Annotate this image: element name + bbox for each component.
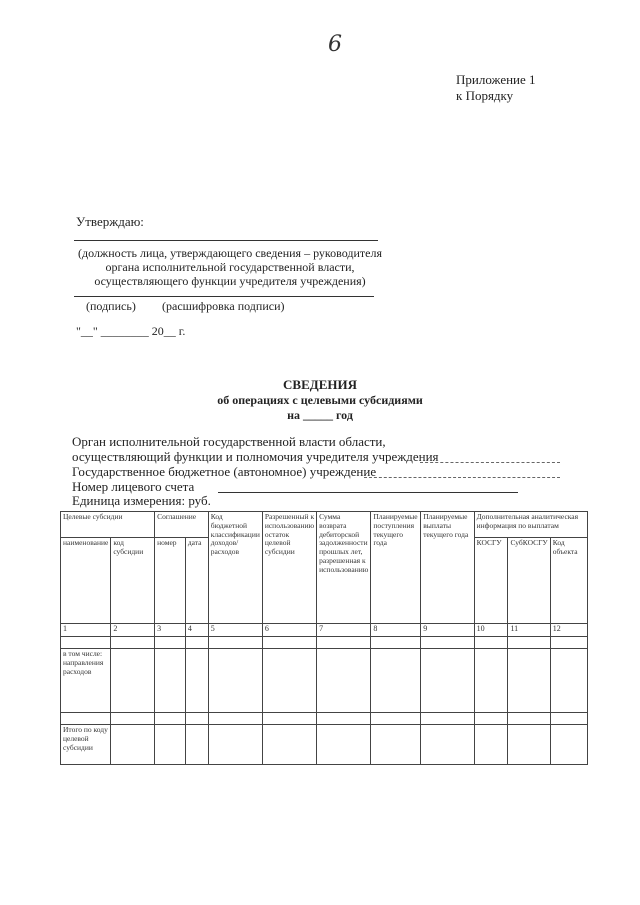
doc-subtitle: об операциях с целевыми субсидиями [217, 393, 423, 407]
signature-line [74, 296, 374, 297]
column-numbers-row: 1 2 3 4 5 6 7 8 9 10 11 12 [61, 624, 588, 637]
date-line: "__" ________ 20__ г. [76, 324, 186, 338]
signature-label: (подпись) [86, 299, 136, 313]
position-caption: (должность лица, утверждающего сведения – руководителя органа исполнительной государственной власти, осуществляющего функции учредителя учреждения) [78, 246, 382, 288]
table-row-total [61, 725, 588, 765]
table-row [61, 637, 588, 649]
th-return-sum: Сумма возврата дебиторской задолженности прошлых лет, разрешенная к использованию [317, 512, 371, 624]
page-number: 6 [328, 32, 342, 57]
th-object: Код объекта [550, 538, 587, 624]
th-subsidy-code: код субсидии [111, 538, 155, 624]
th-planned-income: Планируемые поступления текущего года [371, 512, 421, 624]
field-organ: Орган исполнительной государственной власти области, [72, 434, 386, 449]
th-number: номер [155, 538, 186, 624]
th-target-subsidies: Целевые субсидии [61, 512, 155, 538]
th-permitted: Разрешенный к использованию остаток целевой субсидии [262, 512, 316, 624]
field-account: Номер лицевого счета [72, 479, 195, 494]
th-agreement: Соглашение [155, 512, 209, 538]
row-total-label: Итого по коду целевой субсидии [61, 725, 111, 765]
field-account-line [218, 492, 518, 493]
th-name: наименование [61, 538, 111, 624]
th-date: дата [185, 538, 208, 624]
field-organ-cont: осуществляющий функции и полномочия учредителя учреждения [72, 449, 439, 464]
subsidy-table [60, 511, 588, 765]
appendix-line1: Приложение 1 [456, 72, 536, 87]
th-kosgu: КОСГУ [474, 538, 508, 624]
appendix-line2: к Порядку [456, 88, 514, 103]
approve-label: Утверждаю: [76, 214, 144, 229]
position-line [74, 240, 378, 241]
field-organ-line [420, 462, 560, 463]
decoding-label: (расшифровка подписи) [162, 299, 285, 313]
field-unit: Единица измерения: руб. [72, 493, 211, 508]
th-subkosgu: СубКОСГУ [508, 538, 550, 624]
th-additional: Дополнительная аналитическая информация по выплатам [474, 512, 587, 538]
row-including-label: в том числе: направления расходов [61, 649, 111, 713]
table-row [61, 713, 588, 725]
th-budget-code: Код бюджетной классификации доходов/ расходов [208, 512, 262, 624]
field-institution-line [364, 477, 560, 478]
doc-year: на _____ год [287, 408, 353, 422]
table-row-including [61, 649, 588, 713]
th-planned-payments: Планируемые выплаты текущего года [421, 512, 474, 624]
doc-title: СВЕДЕНИЯ [283, 377, 357, 392]
field-institution: Государственное бюджетное (автономное) учреждение [72, 464, 377, 479]
